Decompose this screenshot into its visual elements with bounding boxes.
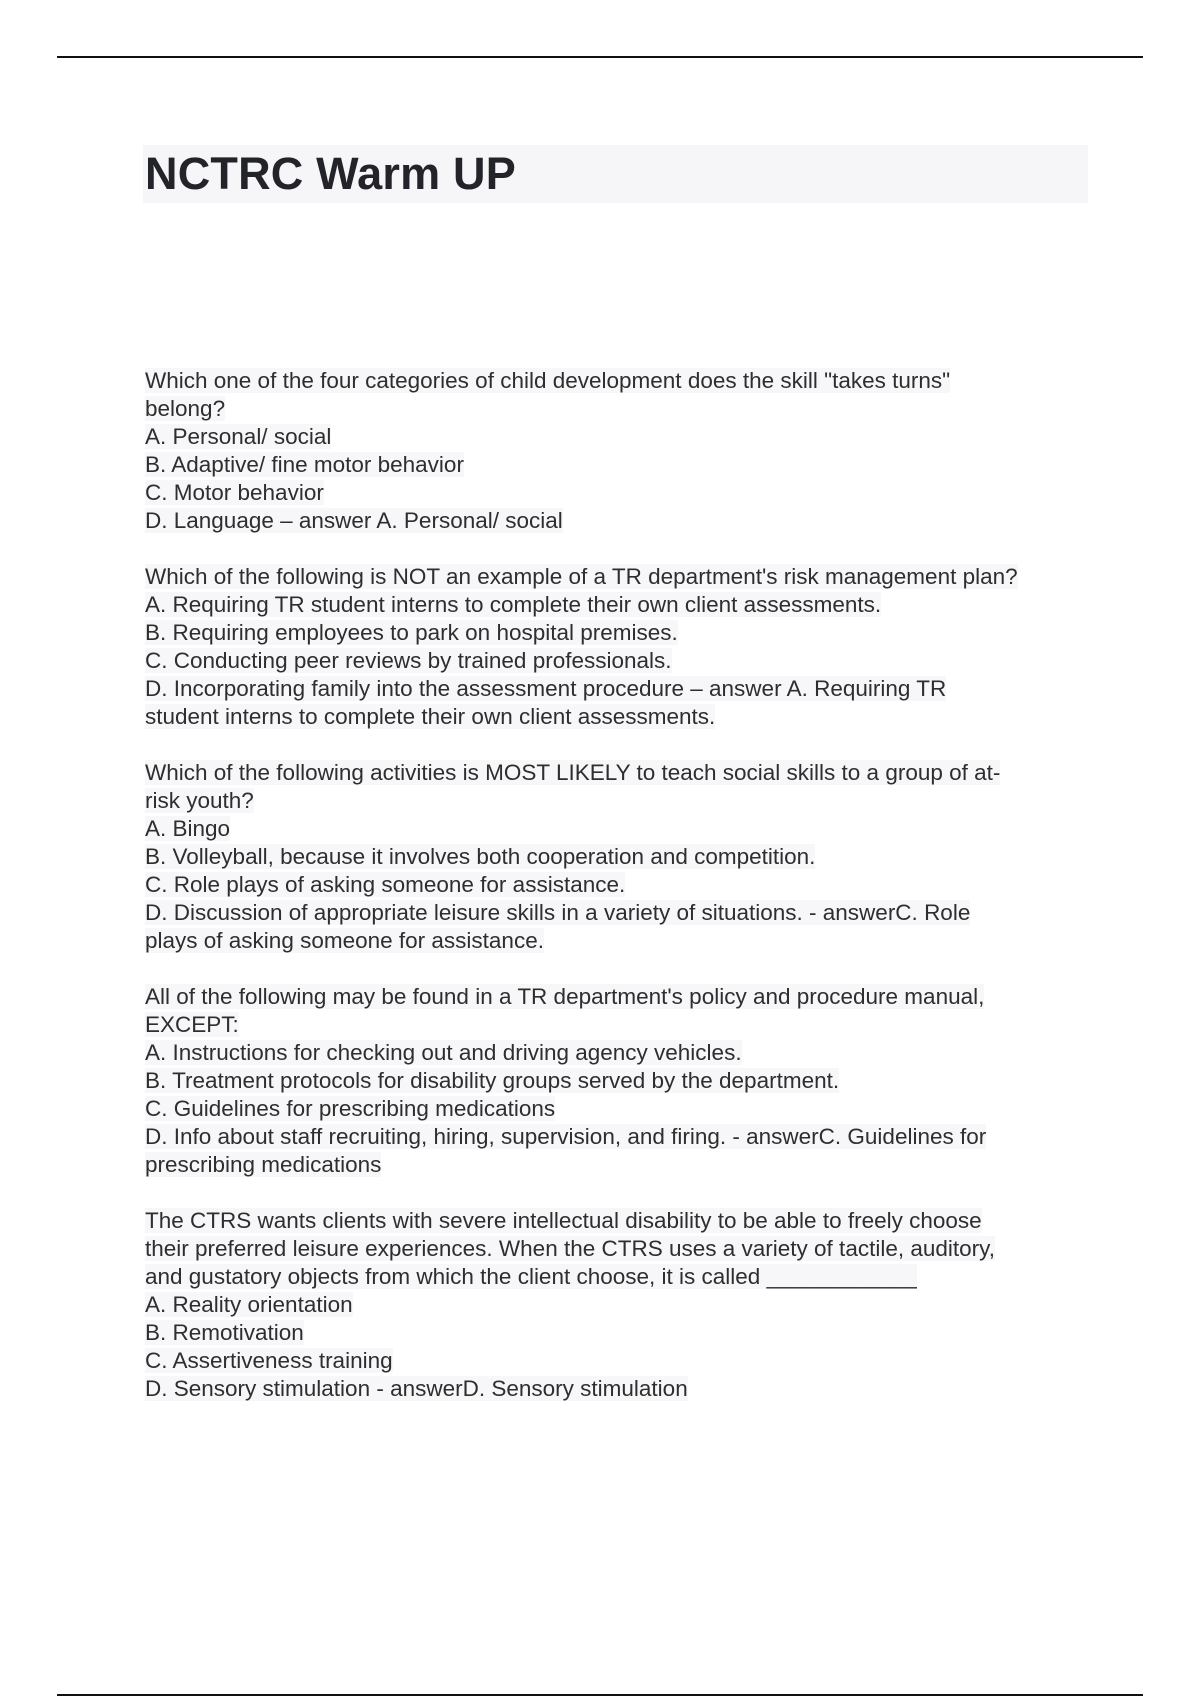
option-d-with-answer: D. Language – answer A. Personal/ social: [145, 508, 563, 533]
option-c: C. Conducting peer reviews by trained professionals.: [145, 648, 672, 673]
option-a: A. Instructions for checking out and driving agency vehicles.: [145, 1040, 742, 1065]
question-text-line: Which of the following is NOT an example of a TR department's risk management plan?: [145, 564, 1018, 589]
option-b: B. Volleyball, because it involves both cooperation and competition.: [145, 844, 816, 869]
option-d-with-answer: D. Discussion of appropriate leisure skills in a variety of situations. - answerC. Role: [145, 900, 971, 925]
question-text-line: The CTRS wants clients with severe intellectual disability to be able to freely choose: [145, 1208, 982, 1233]
title-block: [143, 145, 1088, 203]
question-text-line: All of the following may be found in a TR department's policy and procedure manual,: [145, 984, 985, 1009]
option-a: A. Reality orientation: [145, 1292, 353, 1317]
option-c: C. Assertiveness training: [145, 1348, 393, 1373]
question-3: [145, 759, 1095, 955]
answer-continuation: student interns to complete their own client assessments.: [145, 704, 716, 729]
question-text-line: Which of the following activities is MOST LIKELY to teach social skills to a group of at-: [145, 760, 1001, 785]
option-c: C. Motor behavior: [145, 480, 324, 505]
question-1: [145, 367, 1095, 535]
question-4: [145, 983, 1095, 1179]
option-a: A. Personal/ social: [145, 424, 332, 449]
question-list: [145, 367, 1095, 1431]
question-text-line: Which one of the four categories of child development does the skill "takes turns": [145, 368, 951, 393]
question-5: [145, 1207, 1095, 1403]
bottom-rule: [57, 1694, 1143, 1696]
answer-continuation: plays of asking someone for assistance.: [145, 928, 544, 953]
option-b: B. Requiring employees to park on hospital premises.: [145, 620, 678, 645]
option-d-with-answer: D. Info about staff recruiting, hiring, supervision, and firing. - answerC. Guidelines for: [145, 1124, 987, 1149]
question-text-line: their preferred leisure experiences. When the CTRS uses a variety of tactile, auditory,: [145, 1236, 995, 1261]
option-a: A. Requiring TR student interns to complete their own client assessments.: [145, 592, 882, 617]
question-2: [145, 563, 1095, 731]
answer-continuation: prescribing medications: [145, 1152, 382, 1177]
option-b: B. Adaptive/ fine motor behavior: [145, 452, 464, 477]
question-text-line: risk youth?: [145, 788, 254, 813]
option-c: C. Role plays of asking someone for assistance.: [145, 872, 626, 897]
question-text-line: and gustatory objects from which the client choose, it is called ____________: [145, 1264, 917, 1289]
option-b: B. Treatment protocols for disability groups served by the department.: [145, 1068, 840, 1093]
option-b: B. Remotivation: [145, 1320, 304, 1345]
option-a: A. Bingo: [145, 816, 231, 841]
option-d-with-answer: D. Incorporating family into the assessment procedure – answer A. Requiring TR: [145, 676, 947, 701]
question-text-line: belong?: [145, 396, 226, 421]
question-text-line: EXCEPT:: [145, 1012, 239, 1037]
page-title: NCTRC Warm UP: [145, 148, 516, 199]
top-rule: [57, 56, 1143, 58]
option-d-with-answer: D. Sensory stimulation - answerD. Sensory stimulation: [145, 1376, 688, 1401]
option-c: C. Guidelines for prescribing medications: [145, 1096, 556, 1121]
